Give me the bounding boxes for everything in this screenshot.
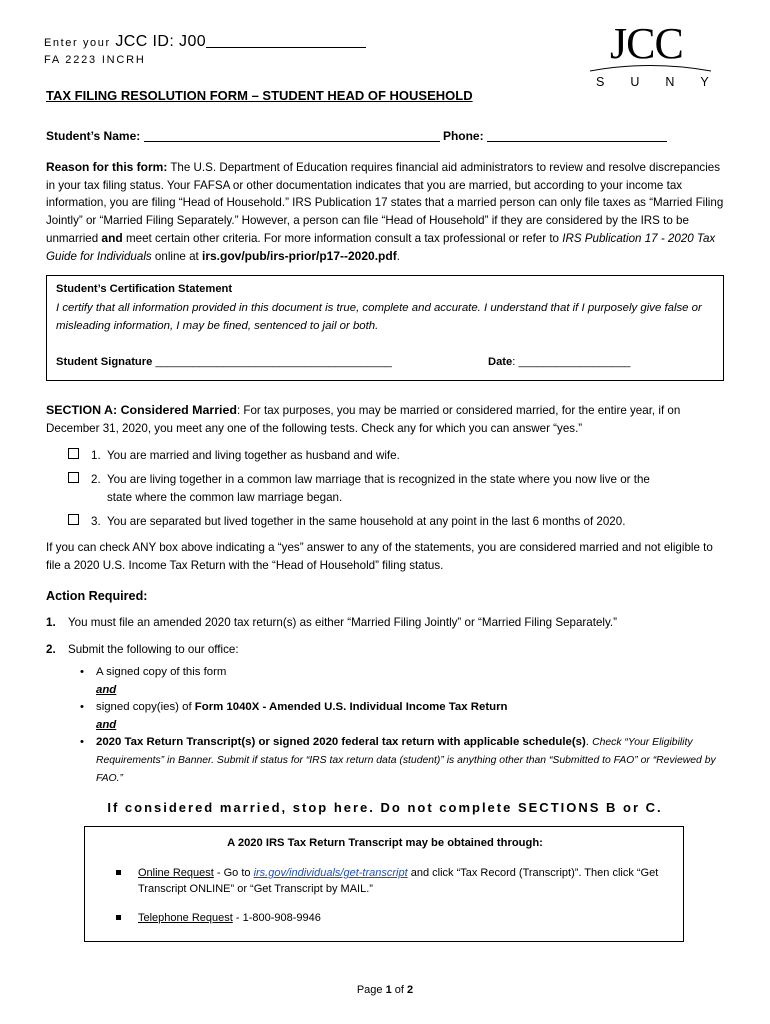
jcc-id-field (44, 30, 366, 54)
reason-url: irs.gov/pub/irs-prior/p17--2020.pdf (201, 248, 397, 263)
date-row[interactable] (488, 354, 630, 371)
transcript-info-box (84, 826, 684, 942)
certification-heading: Student’s Certification Statement (56, 283, 233, 295)
list-item (68, 513, 718, 531)
test-text: You are married and living together as husband and wife. (107, 449, 400, 462)
checkbox-test-2[interactable] (68, 472, 79, 483)
reason-label: Reason for this form: (46, 160, 168, 174)
test-number: 3. (91, 515, 101, 528)
signature-label: Student Signature (56, 356, 153, 368)
phone-label: Phone: (442, 129, 484, 143)
name-phone-row (46, 127, 667, 145)
reason-and: and (101, 230, 123, 245)
certification-box (46, 275, 724, 381)
id-label: JCC ID: J00 (115, 33, 207, 50)
list-item (68, 471, 718, 507)
bullet-end: . (585, 736, 593, 749)
logo-arc-icon (588, 62, 713, 72)
bullet-bold: Form 1040X - Amended U.S. Individual Income Tax Return (194, 701, 508, 714)
list-item: • 2020 Tax Return Transcript(s) or signed 2020 federal tax return with applicable schedule(s). Check “Your Eligibility Requirements” in Banner. Submit if status for “IRS tax return data (student)” is anything other than “Submitted to FAO” or “Reviewed by FAO.” (80, 736, 716, 784)
list-item (115, 865, 675, 897)
date-label: Date (488, 356, 513, 368)
signature-row[interactable] (56, 354, 392, 371)
online-request-label: Online Request (138, 867, 214, 879)
page-total: 2 (407, 984, 414, 996)
transcript-options-list (115, 865, 675, 939)
name-label: Student’s Name: (46, 129, 141, 143)
page-word: Page (356, 984, 386, 996)
name-input-line[interactable] (144, 129, 440, 142)
list-item: • A signed copy of this form (80, 666, 227, 678)
step-text: You must file an amended 2020 tax return(s) as either “Married Filing Jointly” or “Married Filing Separately.” (68, 616, 618, 629)
bullet-text: A signed copy of this form (96, 666, 227, 678)
get-transcript-link[interactable]: irs.gov/individuals/get-transcript (253, 867, 408, 879)
married-tests-list (68, 447, 718, 537)
page-of-word: of (391, 984, 408, 996)
reason-text-3: online at (151, 249, 202, 263)
reason-publication: IRS Publication 17 - 2020 Tax Guide for Individuals (46, 231, 716, 263)
transcript-heading: A 2020 IRS Tax Return Transcript may be obtained through: (227, 837, 543, 849)
reason-text-1: The U.S. Department of Education requires financial aid administrators to review and resolve discrepancies in your tax filing status. Your FAFSA or other documentation indicates that you are married, but according to your income tax information, you are filing “Head of Household.” IRS Publication 17 states that a married person can only file taxes as “Married Filing Jointly” or “Married Filing Separately.” However, a person can file “Head of Household” if they are considered by the IRS to be unmarried (46, 161, 724, 245)
checkbox-test-1[interactable] (68, 448, 79, 459)
logo-sub-text: SUNY (596, 75, 735, 89)
action-required-heading: Action Required: (46, 589, 148, 603)
step-number: 1. (46, 616, 56, 629)
test-text-continued: state where the common law marriage began. (107, 491, 343, 504)
certification-text: I certify that all information provided in this document is true, complete and accurate. I understand that if I purposely give false or misleading information, I may be fined, sentenced to jail or both. (56, 302, 702, 332)
bullet-text: signed copy(ies) of (96, 701, 195, 714)
reason-text-2: meet certain other criteria. For more information consult a tax professional or refer to (122, 231, 563, 245)
signature-line[interactable]: ______________________________________ (155, 356, 392, 368)
list-item (115, 910, 675, 926)
phone-input-line[interactable] (487, 129, 667, 142)
online-request-post: and click “Tax Record (Transcript)”. Then click “Get Transcript ONLINE” or “Get Transcript by MAIL.” (138, 867, 659, 895)
page-current: 1 (385, 984, 392, 996)
telephone-request-label: Telephone Request (138, 912, 233, 924)
bullet-bold: 2020 Tax Return Transcript(s) or signed 2020 federal tax return with applicable schedule(s) (96, 736, 586, 749)
form-code: FA 2223 INCRH (44, 54, 146, 66)
test-text: You are living together in a common law marriage that is recognized in the state where you now live or the (107, 473, 650, 486)
test-number: 1. (91, 449, 101, 462)
submit-items-list (80, 664, 730, 787)
test-number: 2. (91, 473, 101, 486)
jcc-suny-logo (588, 19, 735, 94)
action-step-1 (46, 614, 617, 632)
test-text: You are separated but lived together in the same household at any point in the last 6 months of 2020. (107, 515, 626, 528)
page-number (0, 982, 770, 999)
list-item: • signed copy(ies) of Form 1040X - Amended U.S. Individual Income Tax Return (80, 701, 508, 714)
step-text: Submit the following to our office: (68, 643, 239, 656)
checkbox-test-3[interactable] (68, 514, 79, 525)
online-request-pre: - Go to (213, 867, 254, 879)
stop-notice: If considered married, stop here. Do not complete SECTIONS B or C. (107, 800, 663, 815)
section-a-intro (46, 401, 730, 438)
jcc-id-input-line[interactable] (206, 34, 366, 48)
step-number: 2. (46, 643, 56, 656)
id-prefix: Enter your (44, 37, 116, 49)
reason-end: . (396, 249, 400, 263)
section-a-text: : For tax purposes, you may be married or considered married, for the entire year, if on December 31, 2020, you meet any one of the following tests. Check any for which you can answer “yes.” (46, 404, 681, 435)
telephone-number: - 1-800-908-9946 (232, 912, 321, 924)
logo-main-text: JCC (610, 19, 683, 68)
bullet-note: Check “Your Eligibility Requirements” in Banner. Submit if status for “IRS tax return data (student)” is anything other than “Submitted to FAO” or “Reviewed by FAO.” (96, 737, 716, 784)
and-connector: and (96, 718, 117, 731)
and-connector: and (96, 683, 117, 696)
section-a-label: SECTION A: Considered Married (46, 403, 237, 417)
reason-paragraph (46, 159, 726, 265)
date-line[interactable]: : __________________ (512, 356, 631, 368)
square-bullet-icon (116, 915, 121, 920)
list-item (68, 447, 718, 465)
if-check-paragraph: If you can check ANY box above indicating a “yes” answer to any of the statements, you are considered married and not eligible to file a 2020 U.S. Income Tax Return with the “Head of Household” filing status. (46, 541, 713, 572)
form-title: TAX FILING RESOLUTION FORM – STUDENT HEAD OF HOUSEHOLD (46, 88, 473, 103)
square-bullet-icon (116, 870, 121, 875)
action-step-2 (46, 641, 239, 659)
